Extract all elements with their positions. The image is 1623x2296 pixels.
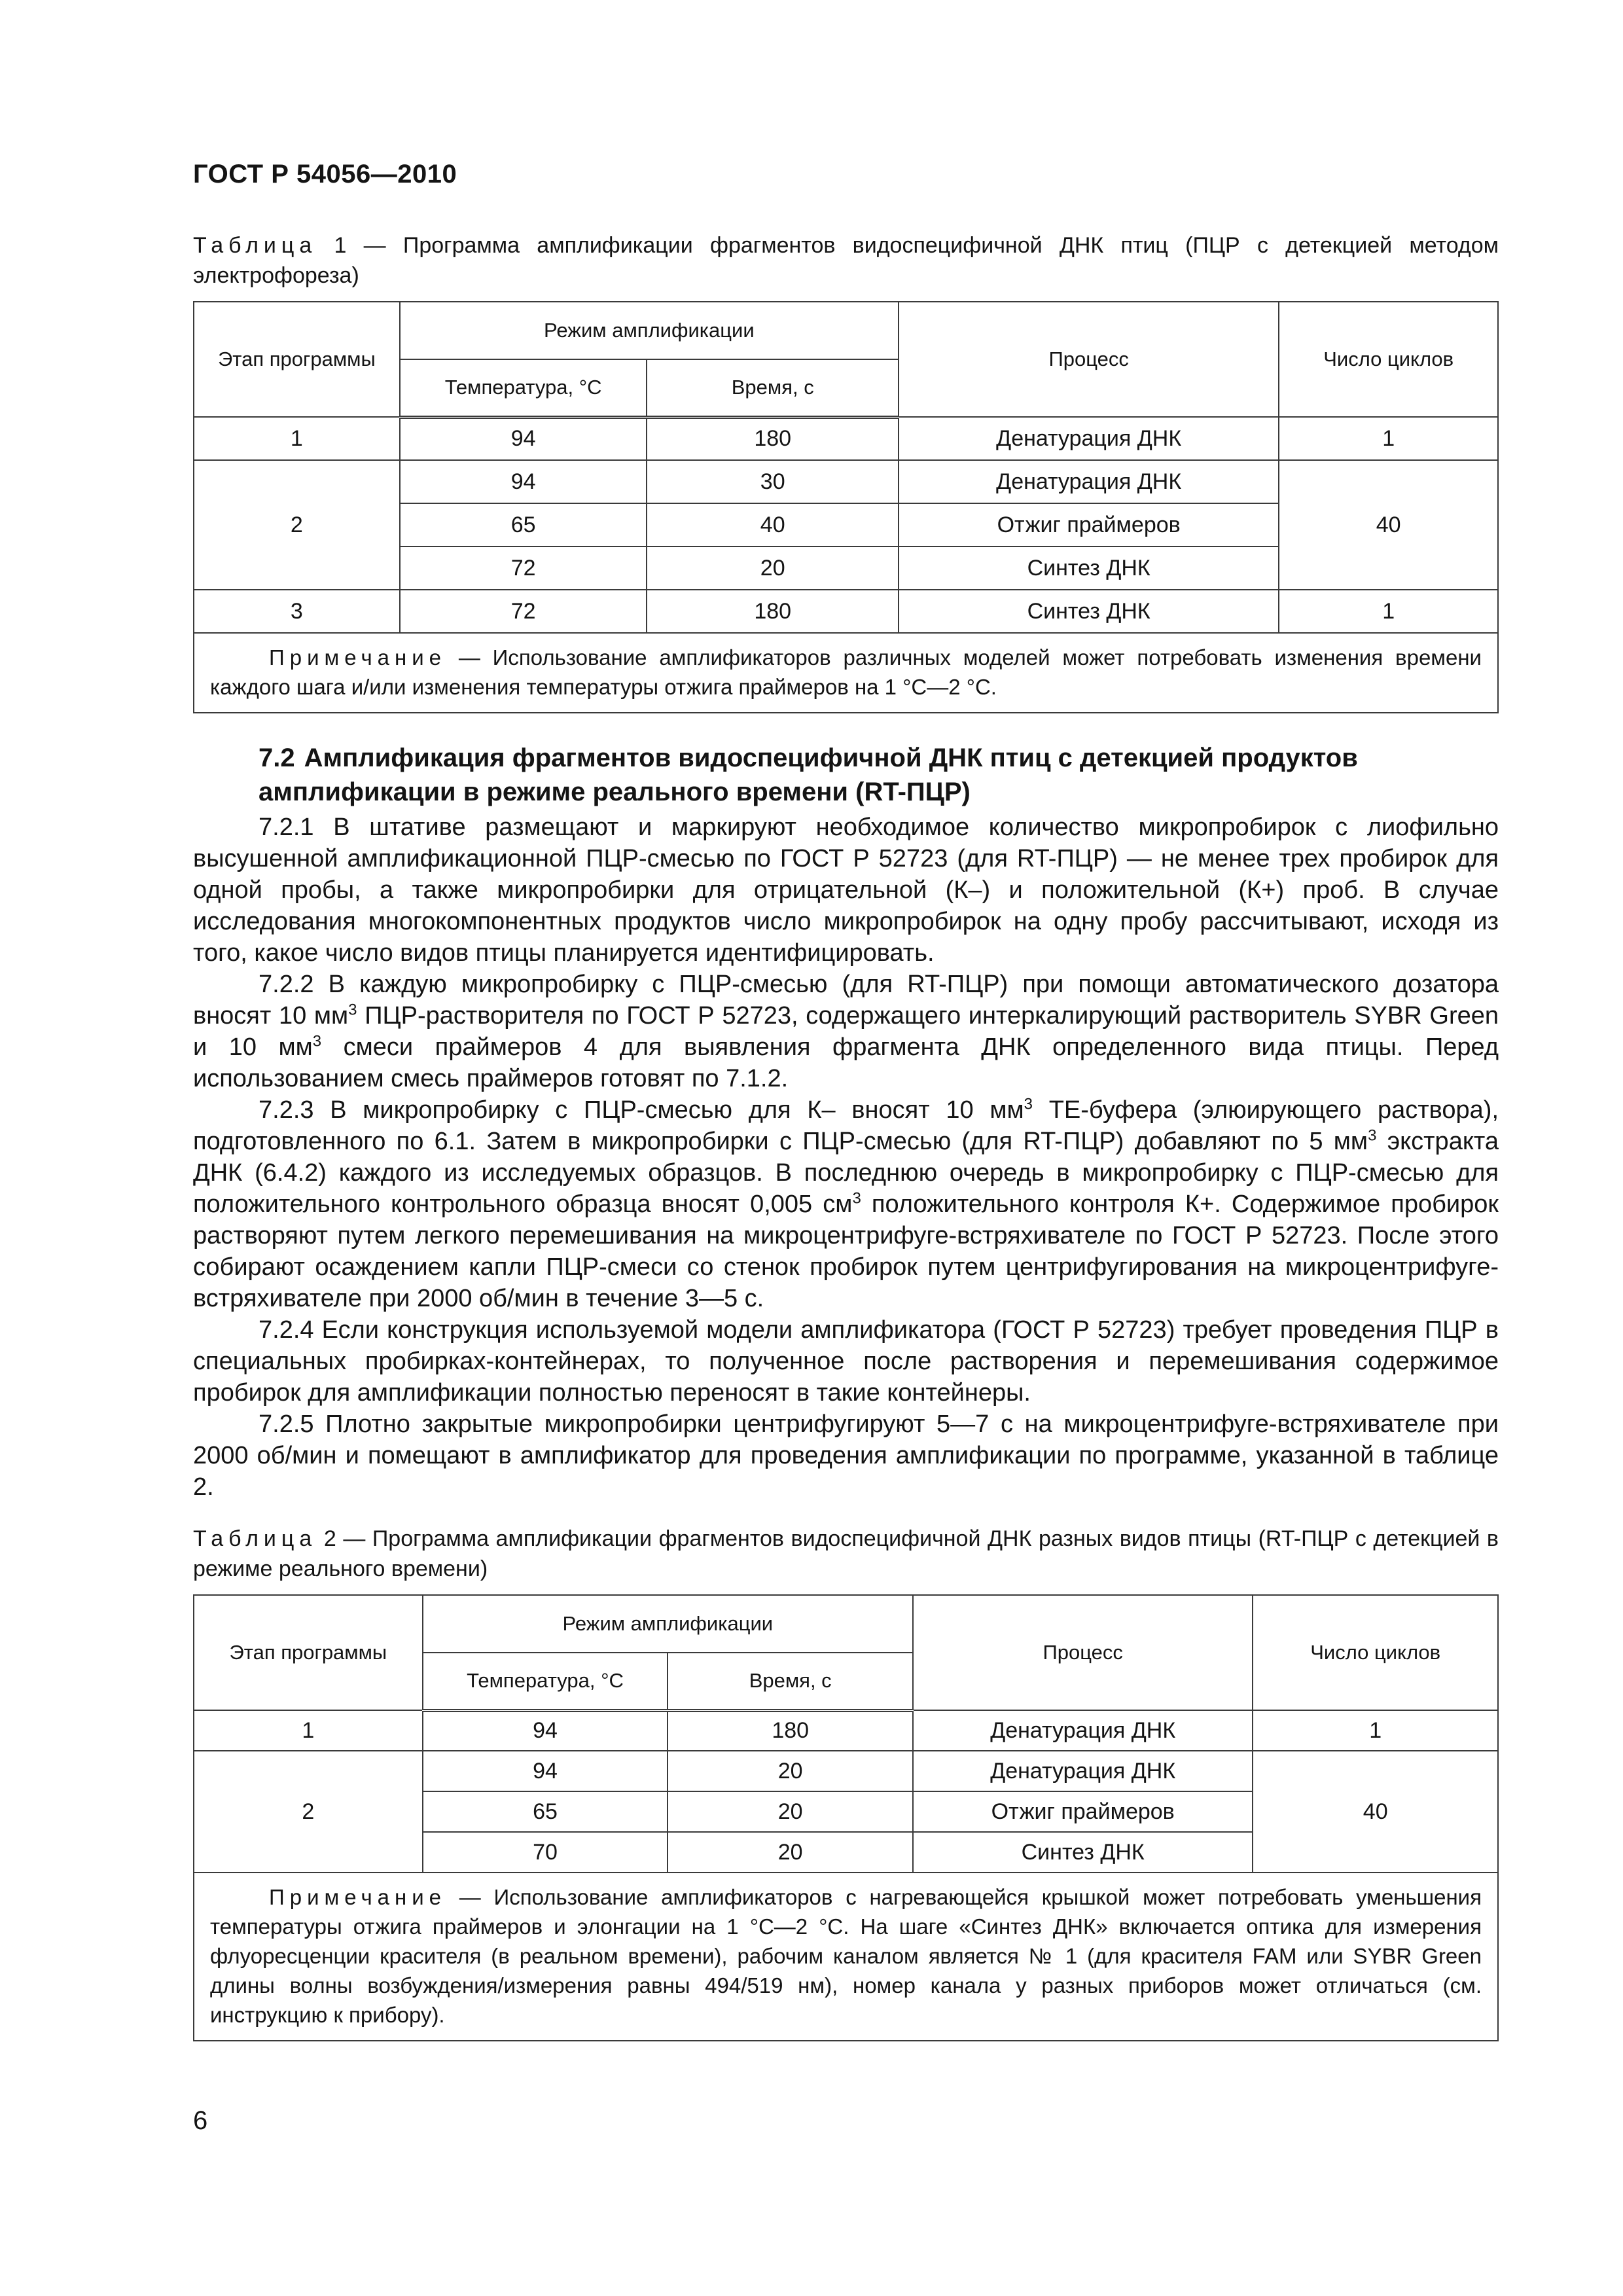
table1-cell-process: Синтез ДНК	[899, 547, 1279, 590]
table1-caption-word: Таблица	[193, 233, 317, 258]
table1-cell-temperature: 72	[400, 547, 647, 590]
table1-cell-temperature: 72	[400, 590, 647, 633]
table2-caption-word: Таблица	[193, 1526, 317, 1551]
paragraph-text: экстракта ДНК (6.4.2) каждого из исследуемых образцов. В последнюю очередь в микропробирку с ПЦР-смесью для положительного контрольного образца вносят 0,005 см	[193, 1128, 1499, 1218]
table1-cell-process: Отжиг праймеров	[899, 503, 1279, 547]
table2-note-word: Примечание	[269, 1885, 447, 1909]
table2-cell-temperature: 94	[423, 1710, 668, 1751]
table1-cell-temperature: 65	[400, 503, 647, 547]
superscript: 3	[348, 1001, 357, 1019]
table2-cell-cycles: 1	[1253, 1710, 1498, 1751]
table2-header-stage: Этап программы	[194, 1595, 423, 1710]
table1-cell-stage: 1	[194, 417, 400, 460]
table2-caption	[193, 1524, 1499, 1584]
paragraph-text: ТЕ-буфера (элюирующего раствора), подготовленного по 6.1. Затем в микропробирки с ПЦР-смесью (для RT-ПЦР) добавляют по 5 мм	[193, 1096, 1499, 1155]
table1-caption-text: 1 — Программа амплификации фрагментов видоспецифичной ДНК птиц (ПЦР с детекцией методом электрофореза)	[193, 233, 1499, 288]
section-number: 7.2	[259, 744, 295, 772]
table2-cell-temperature: 94	[423, 1751, 668, 1791]
table2-note-text: — Использование амплификаторов с нагревающейся крышкой может потребовать уменьшения температуры отжига праймеров и элонгации на 1 °С—2 °С. На шаге «Синтез ДНК» включается оптика для измерения флуоресценции красителя (в реальном времени), рабочим каналом является № 1 (для красителя FAM или SYBR Green длины волны возбуждения/измерения равны 494/519 нм), номер канала у разных приборов может отличаться (см. инструкцию к прибору).	[210, 1885, 1482, 2027]
table-row	[194, 460, 1498, 503]
table-row	[194, 417, 1498, 460]
table1-header-process: Процесс	[899, 302, 1279, 417]
superscript: 3	[852, 1189, 861, 1208]
paragraph-text: 7.2.2 В каждую микропробирку с ПЦР-смесью (для RT-ПЦР) при помощи автоматического дозатора вносят 10 мм	[193, 971, 1499, 1030]
table1-note-row	[194, 633, 1498, 713]
table2-cell-stage: 2	[194, 1751, 423, 1873]
table2-header-temperature: Температура, °С	[423, 1653, 668, 1710]
standard-header: ГОСТ Р 54056—2010	[193, 160, 457, 188]
table1-cell-time: 20	[647, 547, 899, 590]
table1-note-word: Примечание	[269, 645, 447, 670]
paragraph-7-2-2	[193, 969, 1499, 1094]
table-row	[194, 1710, 1498, 1751]
paragraph-7-2-3	[193, 1094, 1499, 1314]
table1-caption	[193, 230, 1499, 291]
table2-cell-stage: 1	[194, 1710, 423, 1751]
table1-header-temperature: Температура, °С	[400, 359, 647, 417]
table-row	[194, 590, 1498, 633]
table1-header-time: Время, с	[647, 359, 899, 417]
table2-cell-temperature: 65	[423, 1791, 668, 1832]
superscript: 3	[1024, 1095, 1033, 1113]
table2-note	[194, 1873, 1498, 2041]
table1-cell-stage: 3	[194, 590, 400, 633]
table2-cell-cycles: 40	[1253, 1751, 1498, 1873]
table-row	[194, 1751, 1498, 1791]
table2-cell-time: 180	[668, 1710, 913, 1751]
table2-caption-text: 2 — Программа амплификации фрагментов видоспецифичной ДНК разных видов птицы (RT-ПЦР с детекцией в режиме реального времени)	[193, 1526, 1499, 1581]
table1-note	[194, 633, 1498, 713]
table2-cell-time: 20	[668, 1751, 913, 1791]
table1-cell-cycles: 40	[1279, 460, 1498, 590]
table2-cell-process: Отжиг праймеров	[913, 1791, 1253, 1832]
table1-header-stage: Этап программы	[194, 302, 400, 417]
paragraph-text: смеси праймеров 4 для выявления фрагмента ДНК определенного вида птицы. Перед использованием смесь праймеров готовят по 7.1.2.	[193, 1033, 1499, 1092]
table1-cell-cycles: 1	[1279, 590, 1498, 633]
table1-header-mode: Режим амплификации	[400, 302, 899, 359]
page-number: 6	[193, 2106, 208, 2135]
table1-cell-process: Синтез ДНК	[899, 590, 1279, 633]
table1-cell-time: 30	[647, 460, 899, 503]
table2	[193, 1594, 1499, 2041]
table2-cell-temperature: 70	[423, 1832, 668, 1873]
table1-cell-process: Денатурация ДНК	[899, 417, 1279, 460]
table2-header-time: Время, с	[668, 1653, 913, 1710]
table1-cell-time: 180	[647, 417, 899, 460]
paragraph-7-2-1: 7.2.1 В штативе размещают и маркируют необходимое количество микропробирок с лиофильно высушенной амплификационной ПЦР-смесью по ГОСТ Р 52723 (для RT-ПЦР) — не менее трех пробирок для одной пробы, а также микропробирки для отрицательной (К–) и положительной (К+) проб. В случае исследования многокомпонентных продуктов число микропробирок на одну пробу рассчитывают, исходя из того, какое число видов птицы планируется идентифицировать.	[193, 814, 1499, 967]
table1	[193, 301, 1499, 713]
table1-cell-process: Денатурация ДНК	[899, 460, 1279, 503]
table2-header-cycles: Число циклов	[1253, 1595, 1498, 1710]
paragraph-text: положительного контроля К+. Содержимое пробирок растворяют путем легкого перемешивания на микроцентрифуге-встряхивателе по ГОСТ Р 52723. После этого собирают осаждением капли ПЦР-смеси со стенок пробирок путем центрифугирования на микроцентрифуге-встряхивателе при 2000 об/мин в течение 3—5 с.	[193, 1191, 1499, 1312]
table2-cell-time: 20	[668, 1832, 913, 1873]
superscript: 3	[312, 1032, 322, 1050]
body-text	[193, 812, 1499, 1503]
section-title-text: Амплификация фрагментов видоспецифичной ДНК птиц с детекцией продуктов амплификации в режиме реального времени (RT-ПЦР)	[259, 744, 1358, 806]
superscript: 3	[1368, 1126, 1377, 1145]
table2-note-row	[194, 1873, 1498, 2041]
section-title	[259, 741, 1499, 809]
table1-note-text: — Использование амплификаторов различных моделей может потребовать изменения времени каждого шага и/или изменения температуры отжига праймеров на 1 °С—2 °С.	[210, 645, 1482, 699]
paragraph-text: ПЦР-растворителя по ГОСТ Р 52723, содержащего интеркалирующий растворитель SYBR Green и 10 мм	[193, 1002, 1499, 1061]
table1-cell-temperature: 94	[400, 460, 647, 503]
table1-cell-time: 40	[647, 503, 899, 547]
table2-cell-process: Синтез ДНК	[913, 1832, 1253, 1873]
table2-header-process: Процесс	[913, 1595, 1253, 1710]
table2-cell-process: Денатурация ДНК	[913, 1751, 1253, 1791]
table1-cell-stage: 2	[194, 460, 400, 590]
paragraph-7-2-5: 7.2.5 Плотно закрытые микропробирки центрифугируют 5—7 с на микроцентрифуге-встряхивателе при 2000 об/мин и помещают в амплификатор для проведения амплификации по программе, указанной в таблице 2.	[193, 1410, 1499, 1501]
table2-header-mode: Режим амплификации	[423, 1595, 913, 1653]
table1-header-cycles: Число циклов	[1279, 302, 1498, 417]
paragraph-text: 7.2.3 В микропробирку с ПЦР-смесью для К– вносят 10 мм	[259, 1096, 1024, 1124]
table1-cell-cycles: 1	[1279, 417, 1498, 460]
table2-cell-process: Денатурация ДНК	[913, 1710, 1253, 1751]
table1-cell-time: 180	[647, 590, 899, 633]
paragraph-7-2-4: 7.2.4 Если конструкция используемой модели амплификатора (ГОСТ Р 52723) требует проведения ПЦР в специальных пробирках-контейнерах, то полученное после растворения и перемешивания содержимое пробирок для амплификации полностью переносят в такие контейнеры.	[193, 1316, 1499, 1407]
table1-cell-temperature: 94	[400, 417, 647, 460]
table2-cell-time: 20	[668, 1791, 913, 1832]
